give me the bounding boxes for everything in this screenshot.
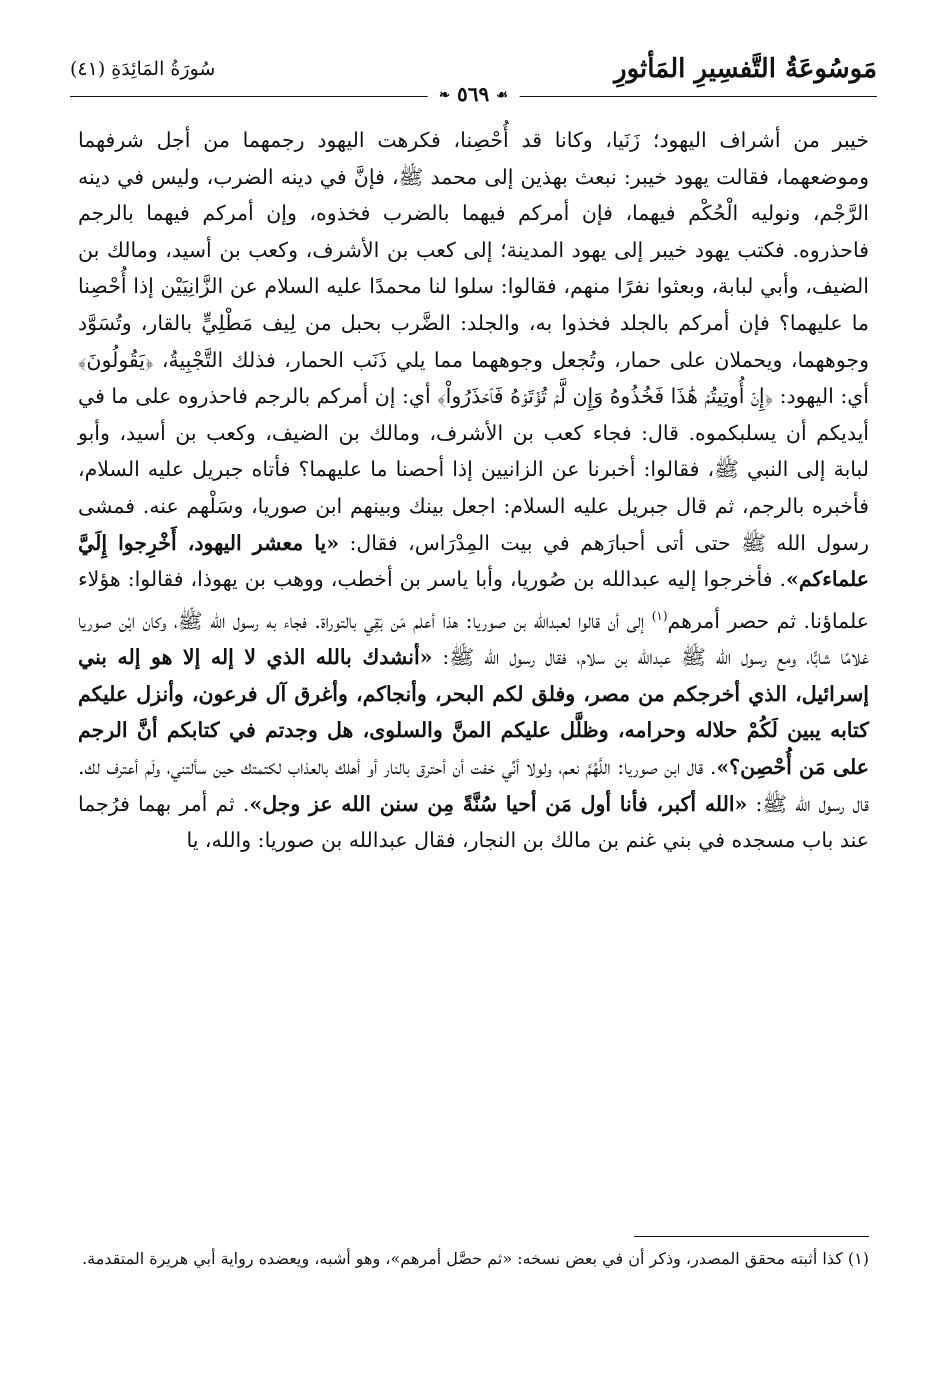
text-run-1: خيبر من أشراف اليهود؛ زَنَيا، وكانا قد أُحْصِنا، فكرهت اليهود رجمهما من أجل شرفهما وموضعهما، فقالت يهود خيبر: نبعث بهذين إلى محمد ﷺ، فإنَّ في دينه الضرب، وليس في دينه الرَّجْم، ونوليه الْحُكْم فيهما، فإن أمركم فيهما بالضرب فخذوه، وإن أمركم فيهما بالرجم فاحذروه. فكتب يهود خيبر إلى يهود المدينة؛ إلى كعب بن الأشرف، وكعب بن أسيد، ومالك بن الضيف، وأبي لبابة، وبعثوا نفرًا منهم، فقالوا: سلوا لنا محمدًا عليه السلام عن الزَّانِيَيْن إذا أُحْصِنا ما عليهما؟ فإن أمركم بالجلد فخذوا به، والجلد: الضَّرب بحبل من لِيف مَطْلِيٍّ بالقار، وتُسَوَّد وجوههما، ويحملان على حمار، وتُجعل وجوههما مما يلي ذَنَب الحمار، فذلك التَّجْبِيةُ، ﴿يَقُولُونَ﴾ أي: اليهود: ﴿إِنۡ أُوتِيتُمۡ هَٰذَا فَخُذُوهُ وَإِن لَّمۡ تُؤۡتَوۡهُ فَٱحۡذَرُواْ﴾ أي: إن أمركم بالرجم فاحذروه على ما في أيديكم أن يسلبكموه. قال: فجاء كعب بن الأشرف، ومالك بن الضيف، وكعب بن أسيد، وأبو لبابة إلى النبي ﷺ، فقالوا: أخبرنا عن الزانيين إذا أحصنا ما عليهما؟ فأتاه جبريل عليه السلام، فأخبره بالرجم، ثم قال جبريل عليه السلام: اجعل بينك وبينهم ابن صوريا، وسَلْهم عنه. فمشى رسول الله ﷺ حتى أتى أحبارَهم في بيت المِدْرَاس، فقال:	[78, 128, 869, 555]
footnote-text: (١) كذا أثبته محقق المصدر، وذكر أن في بعض نسخه: «ثم حصَّل أمرهم»، وهو أشبه، ويعضده رواية أبي هريرة المتقدمة.	[82, 1249, 869, 1268]
body-paragraph	[78, 122, 869, 859]
bold-oath: «أنشدك بالله الذي لا إله إلا هو إله بني إسرائيل، الذي أخرجكم من مصر، وفلق لكم البحر، وأنجاكم، وأغرق آل فرعون، وأنزل عليكم كتابه يبين لَكُمْ حلاله وحرامه، وظلَّل عليكم المنَّ والسلوى، هل وجدتم في كتابكم أنَّ الرجم على مَن أُحْصِن؟»	[78, 645, 869, 779]
surah-label: سُورَةُ المَائِدَةِ (٤١)	[70, 58, 216, 80]
left-ornament-icon: ❧	[439, 88, 451, 103]
page-number: ٥٦٩	[457, 82, 490, 106]
page-number-wrap	[427, 82, 520, 106]
footnote-ref: (١)	[651, 608, 668, 623]
text-run-2: . فأخرجوا إليه عبدالله بن صُوريا، وأبا ياسر بن أخطب، ووهب بن يهوذا، فقالوا: هؤلاء علماؤنا. ثم حصر أمرهم	[78, 567, 869, 633]
bold-call: «يا معشر اليهود، أَخْرِجوا إِلَيَّ علماءكم»	[78, 530, 869, 592]
main-text	[78, 122, 869, 859]
footnote	[78, 1244, 869, 1274]
page-header	[70, 52, 877, 106]
text-run-5: . ثم أمر بهما فرُجما عند باب مسجده في بني غنم بن مالك بن النجار، فقال عبدالله بن صوريا: والله، يا	[78, 791, 869, 853]
text-run-3: إلى أن قالوا لعبدالله بن صوريا: هذا أعلم مَن بَقِي بالتوراة. فجاء به رسول الله ﷺ، وكان ابْن صوريا غلامًا شابًّا، ومع رسول الله ﷺ عبدالله بن سلام، فقال رسول الله ﷺ:	[78, 608, 869, 670]
right-ornament-icon: ☙	[496, 88, 508, 103]
bold-takbir: «الله أكبر، فأنا أول مَن أحيا سُنَّةً مِن سنن الله عز وجل»	[249, 791, 748, 816]
book-title: مَوسُوعَةُ التَّفسِيرِ المَأثورِ	[614, 54, 877, 84]
footnote-separator	[634, 1236, 869, 1237]
text-run-4: . قال ابن صوريا: اللَّهُمَّ نعم، ولولا أنِّي خفت أن أحترق بالنار أو أهلك بالعذاب لكتمتك حين سألتني، ولَم أعترف لك. قال رسول الله ﷺ:	[78, 754, 870, 816]
